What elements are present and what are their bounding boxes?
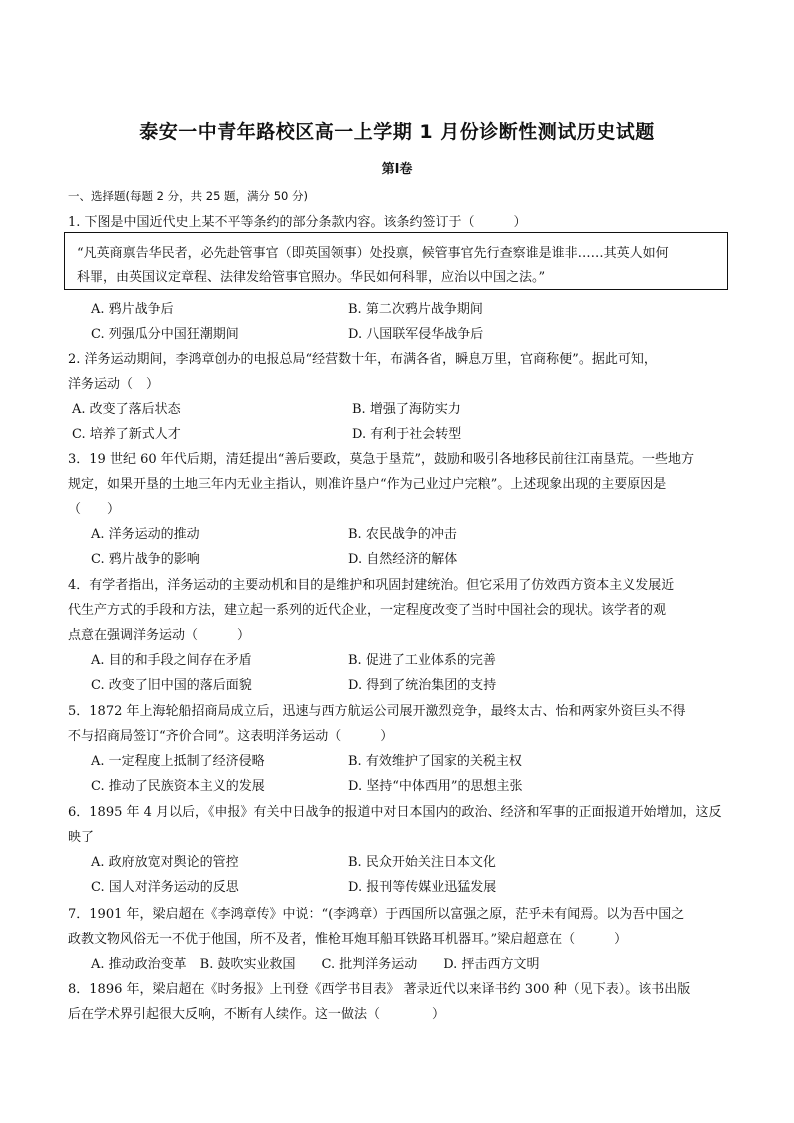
question-6-option-b: B. 民众开始关注日本文化 [348,855,496,870]
quote-box [64,232,728,290]
question-2-stem-line-2: 洋务运动（ ） [68,377,160,392]
exam-title: 泰安一中青年路校区高一上学期 1 月份诊断性测试历史试题 [139,121,655,143]
section-heading: 一、选择题(每题 2 分，共 25 题，满分 50 分) [68,189,308,203]
question-5-stem-line-2: 不与招商局签订“齐价合同”。这表明洋务运动（ ） [68,729,394,744]
question-2-stem-line-1: 2. 洋务运动期间，李鸿章创办的电报总局“经营数十年，布满各省，瞬息万里，官商称便”。据此可知， [68,352,657,367]
question-1-option-d: D. 八国联军侵华战争后 [348,327,484,342]
question-4-option-d: D. 得到了统治集团的支持 [348,678,497,693]
question-6-option-d: D. 报刊等传媒业迅猛发展 [348,880,497,895]
question-8-stem-line-2: 后在学术界引起很大反响，不断有人续作。这一做法（ ） [68,1007,446,1022]
question-1-option-b: B. 第二次鸦片战争期间 [348,302,483,317]
question-3-stem-line-3: （ ） [68,502,121,517]
question-3-option-c: C. 鸦片战争的影响 [91,552,200,567]
question-6-option-a: A. 政府放宽对舆论的管控 [91,855,239,870]
question-2-option-a: A. 改变了落后状态 [72,402,181,417]
question-5-stem-line-1: 5．1872 年上海轮船招商局成立后，迅速与西方航运公司展开激烈竞争，最终太古、怡和两家外资巨头不得 [68,704,686,719]
question-2-option-c: C. 培养了新式人才 [72,427,181,442]
question-7-stem-line-1: 7．1901 年，梁启超在《李鸿章传》中说：“(李鸿章）于西国所以富强之原，茫乎未有闻焉。以为吾中国之 [68,907,685,922]
quote-line-1: “凡英商禀告华民者，必先赴管事官（即英国领事）处投禀，候管事官先行查察谁是谁非……其英人如何 [77,246,669,261]
question-4-stem-line-1: 4．有学者指出，洋务运动的主要动机和目的是维护和巩固封建统治。但它采用了仿效西方资本主义发展近 [68,578,675,593]
question-4-option-c: C. 改变了旧中国的落后面貌 [91,678,252,693]
question-6-stem-line-1: 6．1895 年 4 月以后，《申报》有关中日战争的报道中对日本国内的政治、经济和军事的正面报道开始增加，这反 [68,805,722,820]
question-3-option-d: D. 自然经济的解体 [348,552,458,567]
question-4-stem-line-3: 点意在强调洋务运动（ ） [68,628,251,643]
question-1-stem: 1. 下图是中国近代史上某不平等条约的部分条款内容。该条约签订于（ ） [68,215,527,230]
question-5-option-d: D. 坚持“中体西用”的思想主张 [348,779,523,794]
question-2-option-d: D. 有利于社会转型 [352,427,462,442]
quote-line-2: 科罪，由英国议定章程、法律发给管事官照办。华民如何科罪，应治以中国之法。” [77,270,546,285]
question-5-option-c: C. 推动了民族资本主义的发展 [91,779,265,794]
question-6-stem-line-2: 映了 [68,830,95,845]
question-8-stem-line-1: 8．1896 年，梁启超在《时务报》上刊登《西学书目表》 著录近代以来译书约 300 种（见下表）。该书出版 [68,982,691,997]
question-4-option-a: A. 目的和手段之间存在矛盾 [91,653,252,668]
question-3-stem-line-1: 3．19 世纪 60 年代后期，清廷提出“善后要政，莫急于垦荒”，鼓励和吸引各地移民前往江南垦荒。一些地方 [68,452,695,467]
question-5-option-b: B. 有效维护了国家的关税主权 [348,754,522,769]
question-3-option-a: A. 洋务运动的推动 [91,527,200,542]
question-5-option-a: A. 一定程度上抵制了经济侵略 [91,754,265,769]
question-4-option-b: B. 促进了工业体系的完善 [348,653,496,668]
question-4-stem-line-2: 代生产方式的手段和方法，建立起一系列的近代企业，一定程度改变了当时中国社会的现状。该学者的观 [68,603,667,618]
question-1-option-a: A. 鸦片战争后 [91,302,174,317]
question-3-option-b: B. 农民战争的冲击 [348,527,457,542]
volume-heading: 第Ⅰ卷 [381,162,413,177]
question-7-options: A. 推动政治变革 B. 鼓吹实业救国 C. 批判洋务运动 D. 抨击西方文明 [91,957,540,972]
question-3-stem-line-2: 规定，如果开垦的土地三年内无业主指认，则准许垦户“作为己业过户完粮”。上述现象出现的主要原因是 [68,477,667,492]
question-1-option-c: C. 列强瓜分中国狂潮期间 [91,327,239,342]
question-7-stem-line-2: 政教文物风俗无一不优于他国，所不及者，惟枪耳炮耳船耳铁路耳机器耳。”梁启超意在（ ） [68,932,628,947]
question-2-option-b: B. 增强了海防实力 [352,402,461,417]
question-6-option-c: C. 国人对洋务运动的反思 [91,880,239,895]
